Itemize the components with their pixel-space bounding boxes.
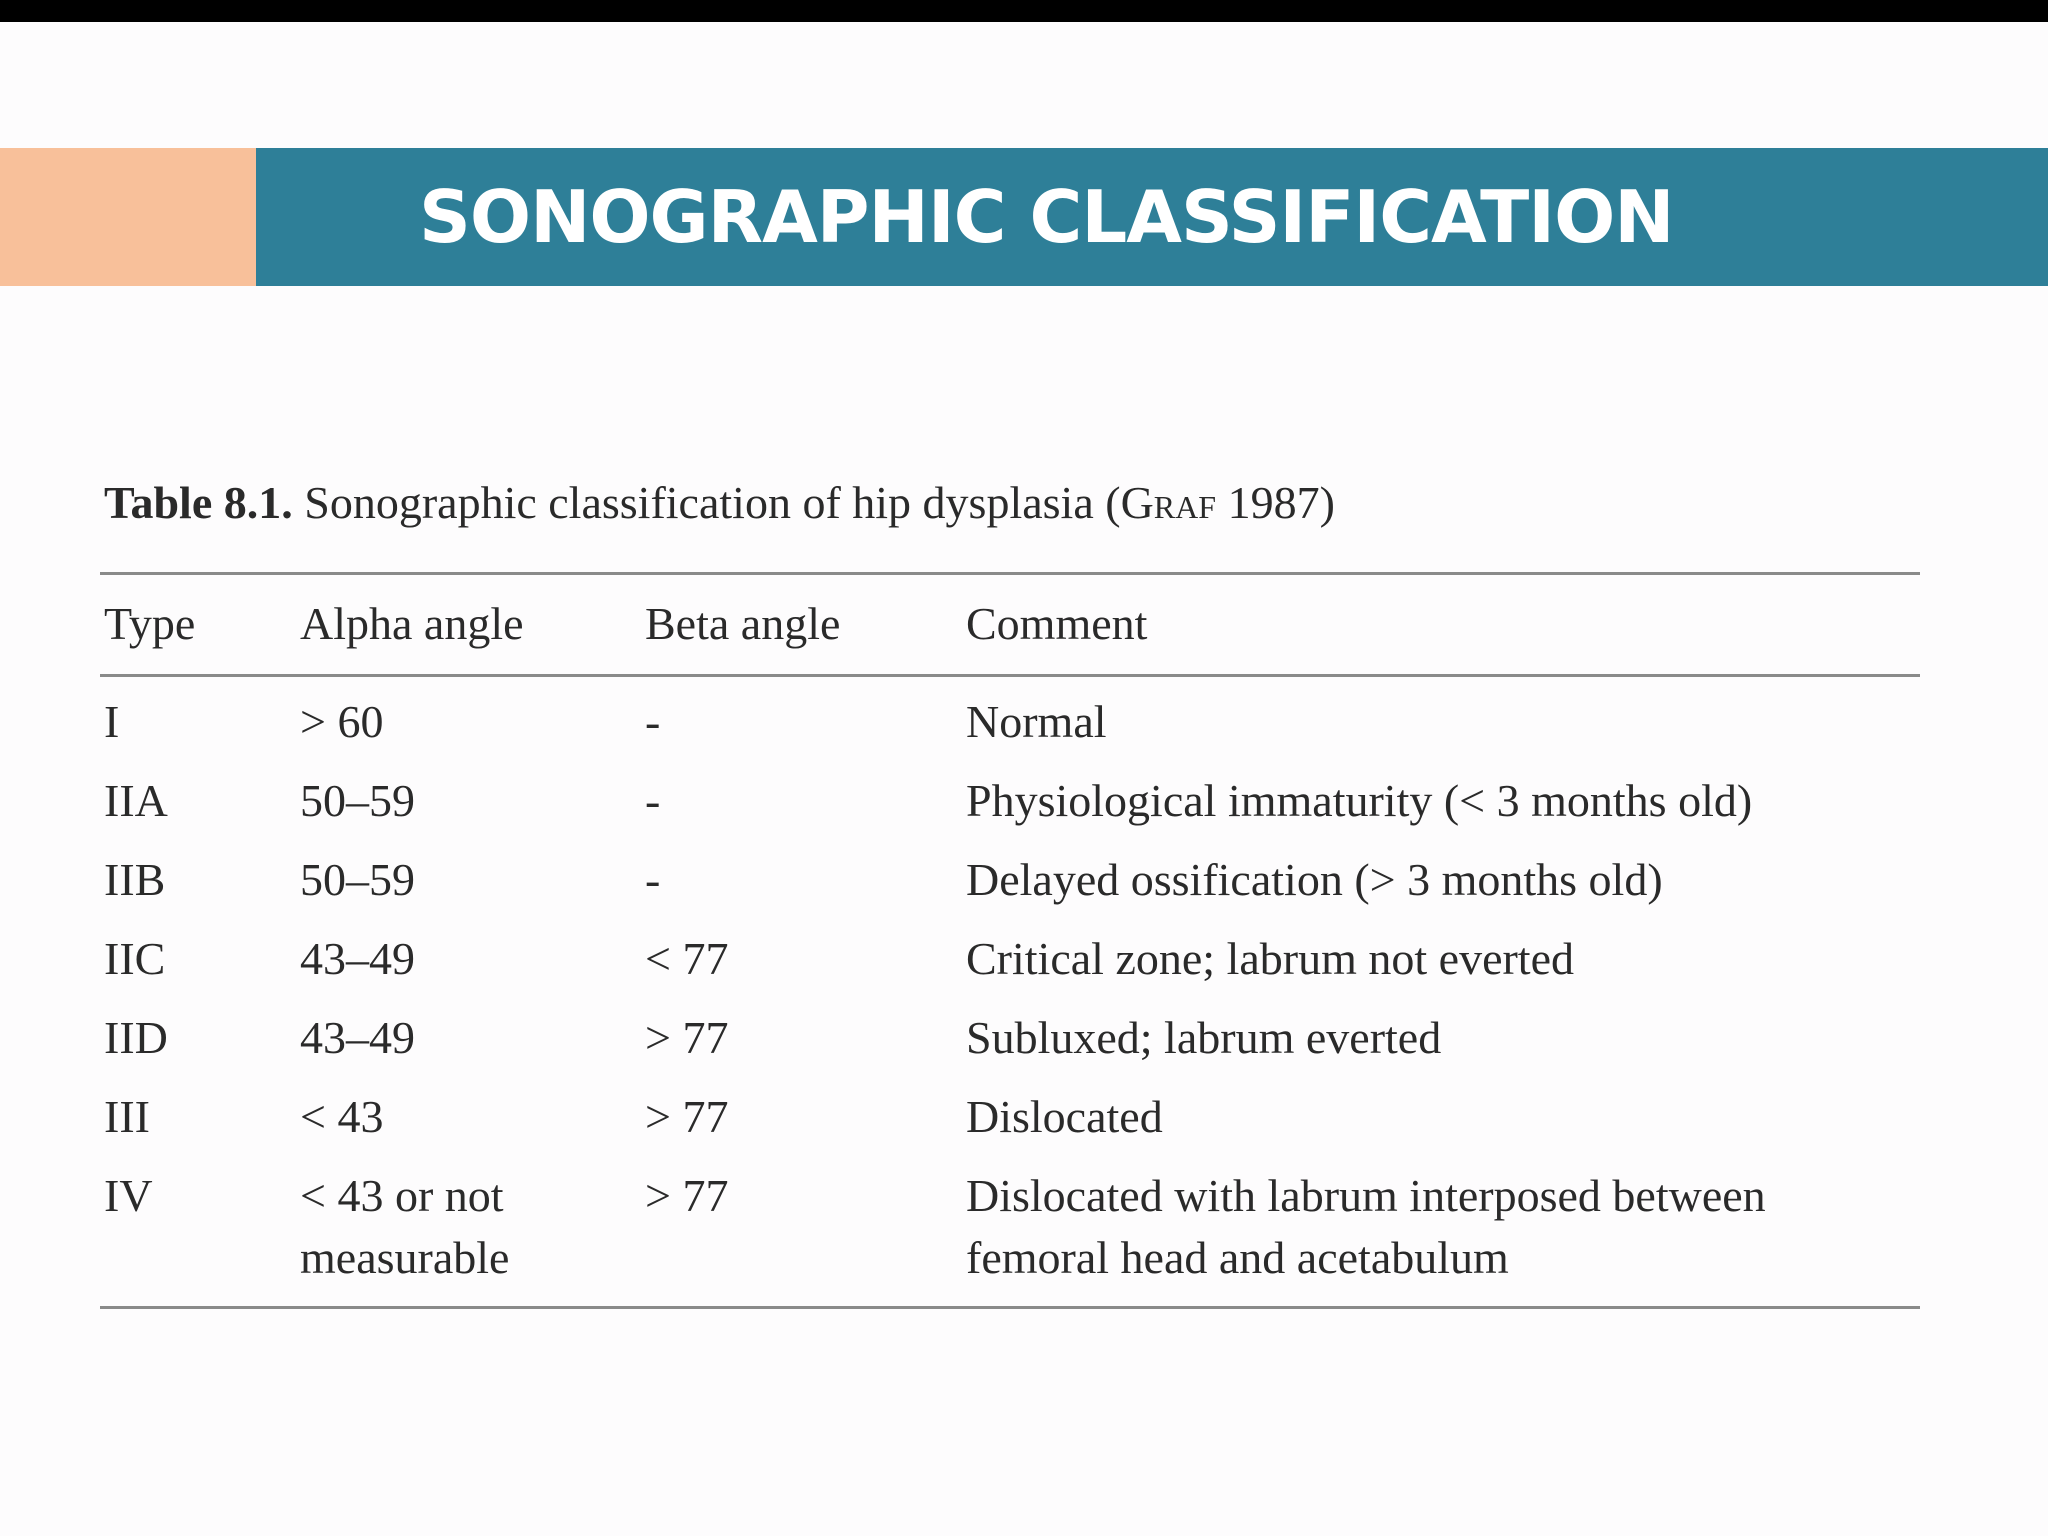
table-caption-text: Sonographic classification of hip dysplasia (: [292, 477, 1121, 528]
cell-beta: > 77: [645, 1012, 729, 1063]
cell-beta: < 77: [645, 933, 729, 984]
cell-alpha: 50–59: [300, 775, 415, 826]
cell-type: IIA: [104, 775, 168, 826]
cell-beta: -: [645, 696, 661, 747]
table-header-rule: [100, 674, 1920, 677]
cell-alpha: 43–49: [300, 1012, 415, 1063]
cell-type: IIB: [104, 854, 166, 905]
cell-alpha: < 43 or not: [300, 1170, 504, 1221]
column-header-type: Type: [104, 598, 196, 649]
cell-beta: -: [645, 854, 661, 905]
table-caption-author: Graf: [1120, 477, 1217, 528]
table-caption: [104, 476, 1335, 529]
column-header-comment: Comment: [966, 598, 1148, 649]
title-band: [256, 148, 2048, 286]
column-header-beta: Beta angle: [645, 598, 841, 649]
cell-type: IIC: [104, 933, 166, 984]
cell-beta: -: [645, 775, 661, 826]
cell-beta: > 77: [645, 1170, 729, 1221]
cell-comment: Subluxed; labrum everted: [966, 1012, 1442, 1063]
cell-beta: > 77: [645, 1091, 729, 1142]
cell-comment: Critical zone; labrum not everted: [966, 933, 1574, 984]
table-caption-year: 1987): [1216, 477, 1335, 528]
slide-title: SONOGRAPHIC CLASSIFICATION: [419, 175, 1674, 259]
cell-comment: Delayed ossification (> 3 months old): [966, 854, 1663, 905]
cell-comment: Normal: [966, 696, 1107, 747]
top-black-bar: [0, 0, 2048, 22]
table-top-rule: [100, 572, 1920, 575]
cell-alpha-line2: measurable: [300, 1232, 510, 1283]
cell-type: I: [104, 696, 120, 747]
cell-alpha: > 60: [300, 696, 384, 747]
cell-type: IV: [104, 1170, 153, 1221]
cell-comment: Dislocated with labrum interposed between: [966, 1170, 1766, 1221]
title-accent-block: [0, 148, 256, 286]
cell-type: III: [104, 1091, 150, 1142]
cell-comment: Physiological immaturity (< 3 months old): [966, 775, 1753, 826]
cell-alpha: 50–59: [300, 854, 415, 905]
table-bottom-rule: [100, 1306, 1920, 1309]
cell-type: IID: [104, 1012, 168, 1063]
table-caption-label: Table 8.1.: [104, 477, 293, 528]
cell-comment: Dislocated: [966, 1091, 1163, 1142]
cell-alpha: < 43: [300, 1091, 384, 1142]
cell-comment-line2: femoral head and acetabulum: [966, 1232, 1509, 1283]
cell-alpha: 43–49: [300, 933, 415, 984]
column-header-alpha: Alpha angle: [300, 598, 524, 649]
